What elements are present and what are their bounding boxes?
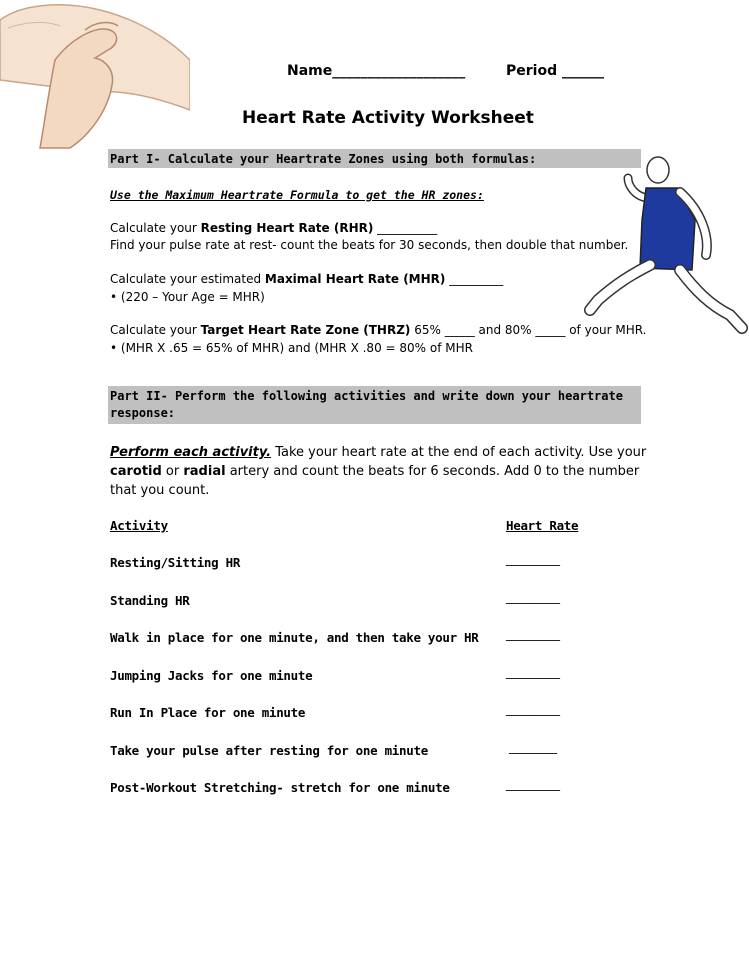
- rhr-blank: __________: [373, 221, 438, 235]
- activity-list: [110, 552, 610, 815]
- list-item: [110, 740, 610, 778]
- activity-column-header: Activity: [110, 518, 168, 533]
- thrz-prefix: Calculate your: [110, 323, 201, 337]
- thrz-term: Target Heart Rate Zone (THRZ): [200, 323, 411, 337]
- mhr-blank: _________: [445, 272, 504, 286]
- heart-rate-blank: _________: [506, 552, 560, 566]
- mhr-term: Maximal Heart Rate (MHR): [264, 272, 446, 286]
- mhr-line: [110, 272, 503, 286]
- list-item: [110, 777, 610, 815]
- part2-instructions: [110, 443, 650, 500]
- part1-heading: Part I- Calculate your Heartrate Zones using both formulas:: [108, 149, 641, 168]
- thrz-blanks: 65% _____ and 80% _____ of your MHR.: [410, 323, 647, 337]
- rhr-prefix: Calculate your: [110, 221, 201, 235]
- activity-label: Standing HR: [110, 592, 190, 608]
- heart-rate-blank: ________: [509, 739, 557, 754]
- heart-rate-blank: _________: [506, 627, 560, 641]
- activity-label: Jumping Jacks for one minute: [110, 667, 313, 683]
- name-field: Name___________________: [287, 63, 466, 79]
- rhr-line: [110, 221, 437, 235]
- pulse-check-hand-illustration: [0, 0, 190, 150]
- instr-line3: that you count.: [110, 483, 210, 498]
- rhr-instruction: Find your pulse rate at rest- count the beats for 30 seconds, then double that number.: [110, 238, 629, 252]
- part2-heading: [108, 386, 641, 424]
- part2-heading-line2: response:: [110, 406, 176, 420]
- list-item: [110, 627, 610, 665]
- mhr-formula: • (220 – Your Age = MHR): [110, 290, 265, 304]
- heart-rate-blank: _________: [506, 777, 560, 791]
- activity-label: Run In Place for one minute: [110, 705, 306, 720]
- heart-rate-column-header: Heart Rate: [506, 518, 579, 533]
- carotid-term: carotid: [110, 464, 162, 479]
- list-item: [110, 552, 610, 590]
- heart-rate-blank: _________: [506, 589, 560, 604]
- activity-label: Resting/Sitting HR: [110, 555, 241, 570]
- list-item: [110, 702, 610, 740]
- page-title: Heart Rate Activity Worksheet: [242, 108, 534, 128]
- thrz-line: [110, 323, 647, 337]
- list-item: [110, 665, 610, 703]
- part1-subheading: Use the Maximum Heartrate Formula to get the HR zones:: [110, 188, 484, 202]
- activity-label: Post-Workout Stretching- stretch for one minute: [110, 780, 450, 795]
- thrz-formula: • (MHR X .65 = 65% of MHR) and (MHR X .80 = 80% of MHR: [110, 341, 473, 355]
- instr-line1: Take your heart rate at the end of each activity. Use your: [271, 445, 647, 460]
- mhr-prefix: Calculate your estimated: [110, 272, 265, 286]
- period-field: Period ______: [506, 63, 604, 79]
- list-item: [110, 590, 610, 628]
- rhr-term: Resting Heart Rate (RHR): [200, 221, 374, 235]
- heart-rate-blank: _________: [506, 702, 560, 716]
- perform-label: Perform each activity.: [110, 445, 272, 460]
- instr-or: or: [161, 464, 184, 479]
- activity-label: Walk in place for one minute, and then take your HR: [110, 630, 479, 645]
- part2-heading-line1: Part II- Perform the following activities and write down your heartrate: [110, 389, 623, 403]
- activity-label: Take your pulse after resting for one minute: [110, 742, 428, 758]
- heart-rate-blank: _________: [506, 664, 560, 679]
- instr-line2: artery and count the beats for 6 seconds. Add 0 to the number: [225, 464, 640, 479]
- radial-term: radial: [183, 464, 226, 479]
